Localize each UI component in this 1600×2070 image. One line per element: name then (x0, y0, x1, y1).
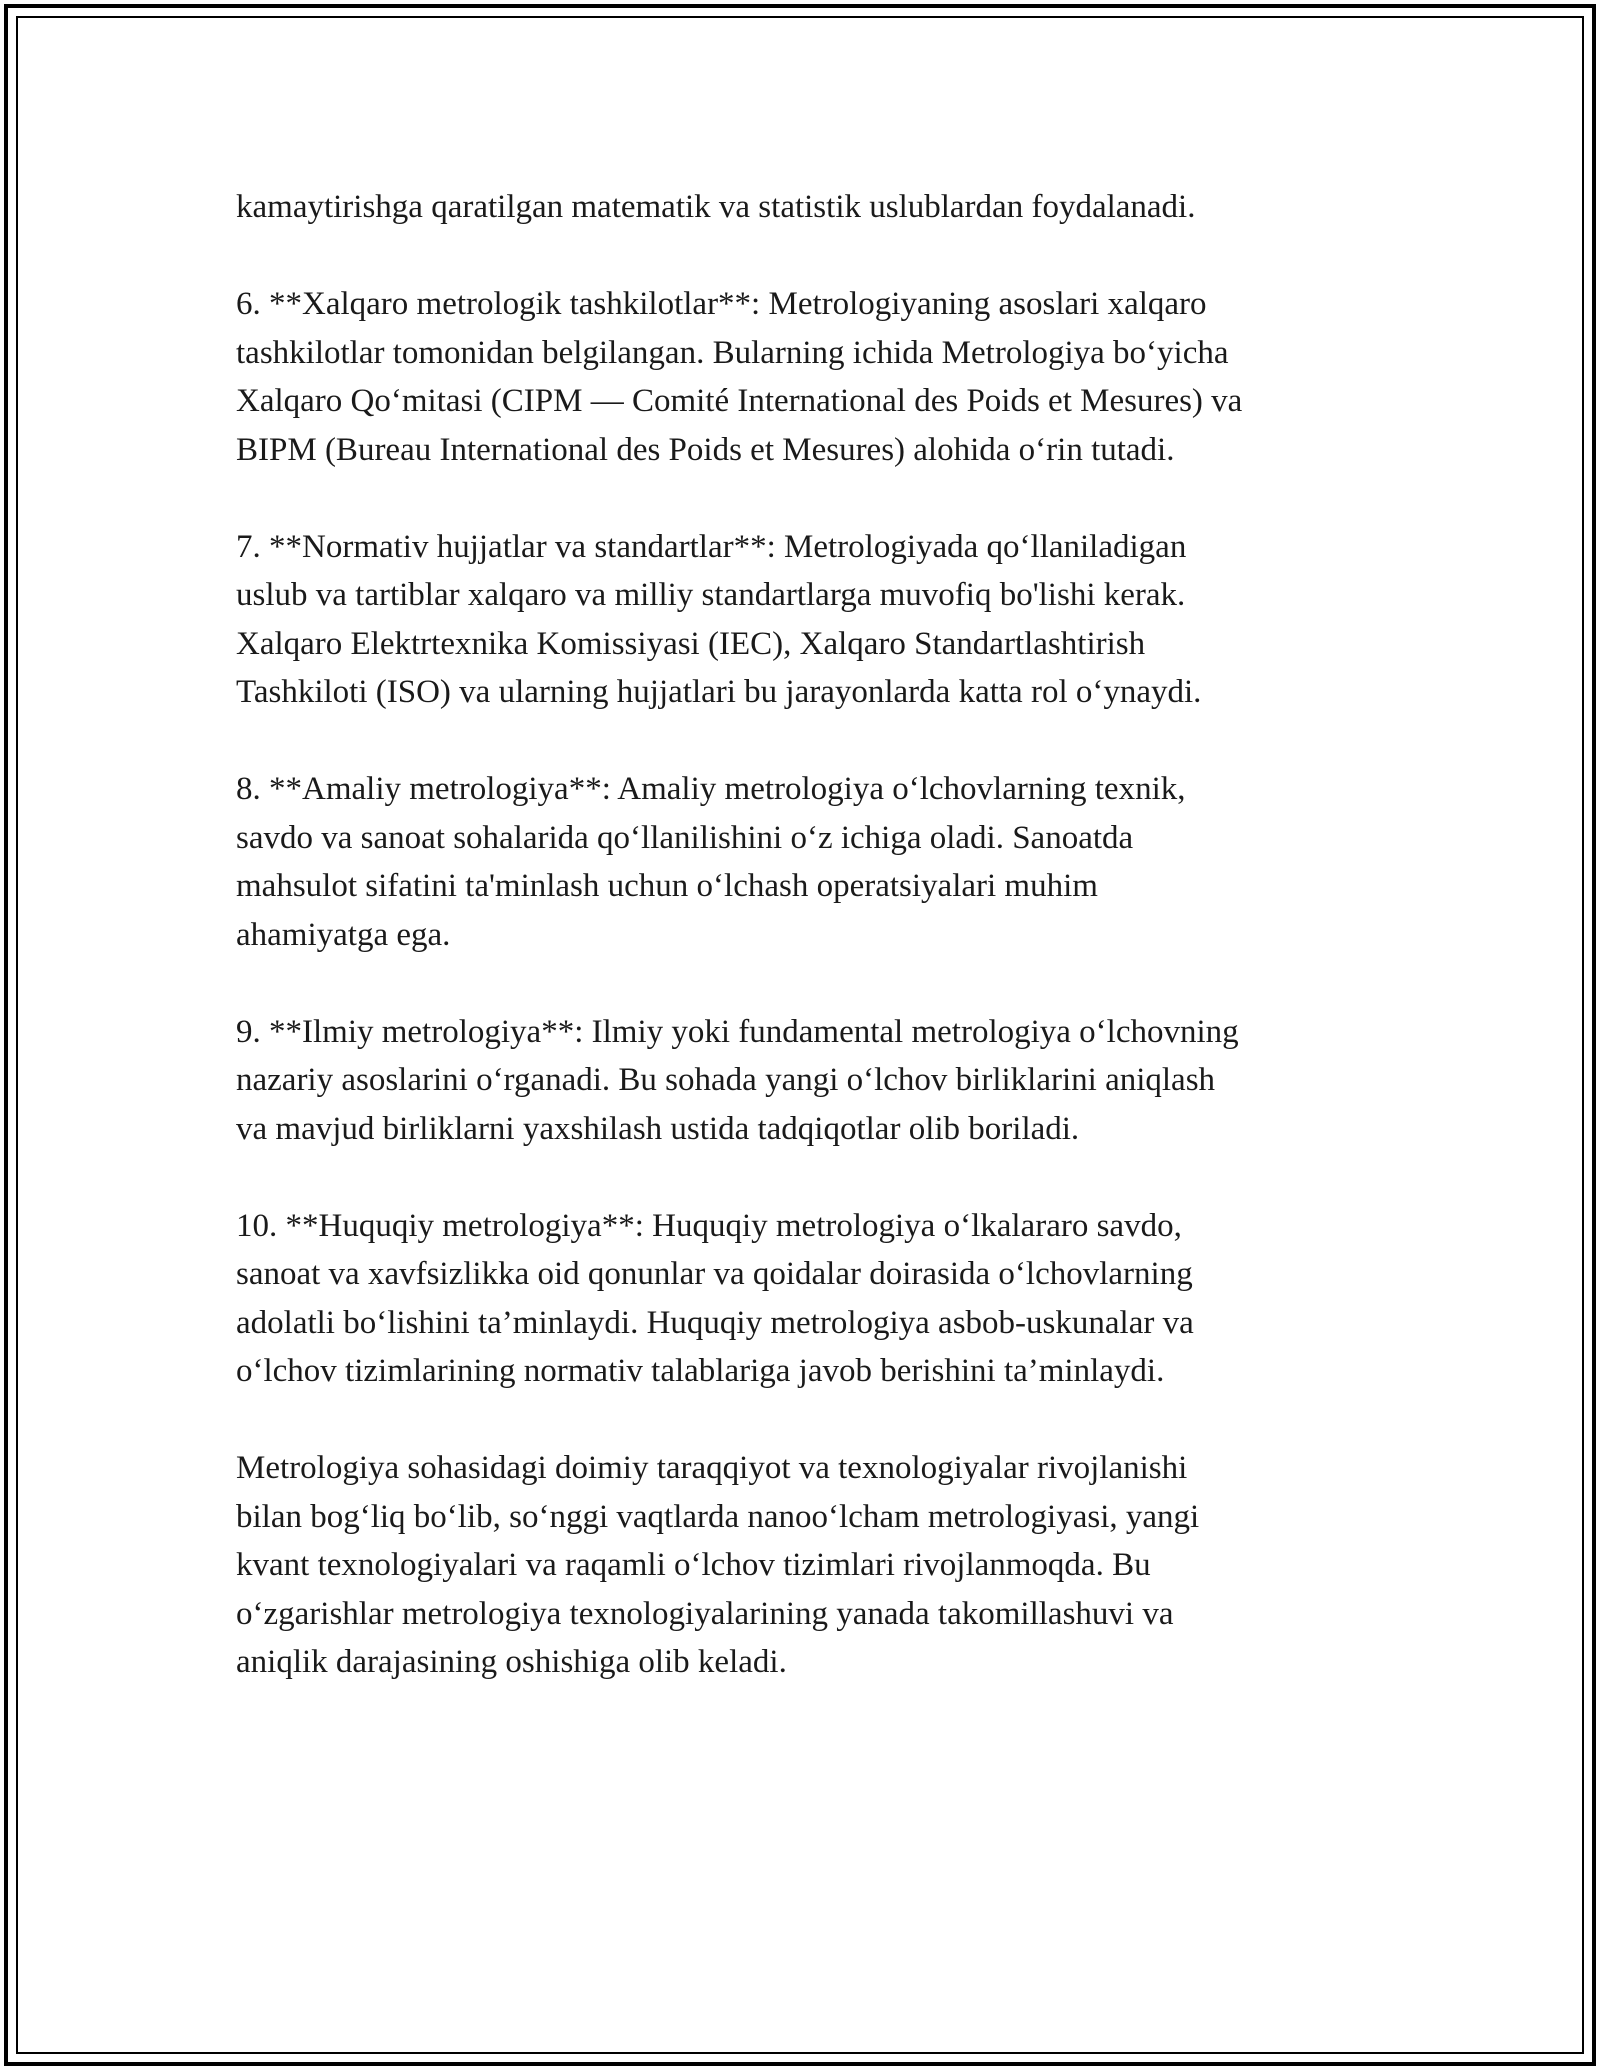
paragraph-legal-metrology: 10. **Huquqiy metrologiya**: Huquqiy metrologiya oʻlkalararo savdo, sanoat va xavfsizlikka oid qonunlar va qoidalar doirasida oʻlchovlarning adolatli boʻlishini ta’minlaydi. Huquqiy metrologiya asbob-uskunalar va oʻlchov tizimlarining normativ talablariga javob berishini ta’minlaydi. (236, 1207, 1194, 1389)
paragraph-normative-documents: 7. **Normativ hujjatlar va standartlar**: Metrologiyada qoʻllaniladigan uslub va tartiblar xalqaro va milliy standartlarga muvofiq bo'lishi kerak. Xalqaro Elektrtexnika Komissiyasi (IEC), Xalqaro Standartlashtirish Tashkiloti (ISO) va ularning hujjatlari bu jarayonlarda katta rol oʻynaydi. (236, 528, 1202, 710)
paragraph-continuation: kamaytirishga qaratilgan matematik va statistik uslublardan foydalanadi. (236, 189, 1196, 225)
paragraph-international-organizations: 6. **Xalqaro metrologik tashkilotlar**: Metrologiyaning asoslari xalqaro tashkilotlar tomonidan belgilangan. Bularning ichida Metrologiya boʻyicha Xalqaro Qoʻmitasi (CIPM — Comité International des Poids et Mesures) va BIPM (Bureau International des Poids et Mesures) alohida oʻrin tutadi. (236, 286, 1243, 468)
paragraph-applied-metrology: 8. **Amaliy metrologiya**: Amaliy metrologiya oʻlchovlarning texnik, savdo va sanoat sohalarida qoʻllanilishini oʻz ichiga oladi. Sanoatda mahsulot sifatini ta'minlash uchun oʻlchash operatsiyalari muhim ahamiyatga ega. (236, 771, 1186, 953)
paragraph-scientific-metrology: 9. **Ilmiy metrologiya**: Ilmiy yoki fundamental metrologiya oʻlchovning nazariy asoslarini oʻrganadi. Bu sohada yangi oʻlchov birliklarini aniqlash va mavjud birliklarni yaxshilash ustida tadqiqotlar olib boriladi. (236, 1013, 1239, 1147)
document-body (236, 183, 1366, 1735)
paragraph-conclusion: Metrologiya sohasidagi doimiy taraqqiyot va texnologiyalar rivojlanishi bilan bogʻliq boʻlib, soʻnggi vaqtlarda nanooʻlcham metrologiyasi, yangi kvant texnologiyalari va raqamli oʻlchov tizimlari rivojlanmoqda. Bu oʻzgarishlar metrologiya texnologiyalarining yanada takomillashuvi va aniqlik darajasining oshishiga olib keladi. (236, 1450, 1200, 1680)
